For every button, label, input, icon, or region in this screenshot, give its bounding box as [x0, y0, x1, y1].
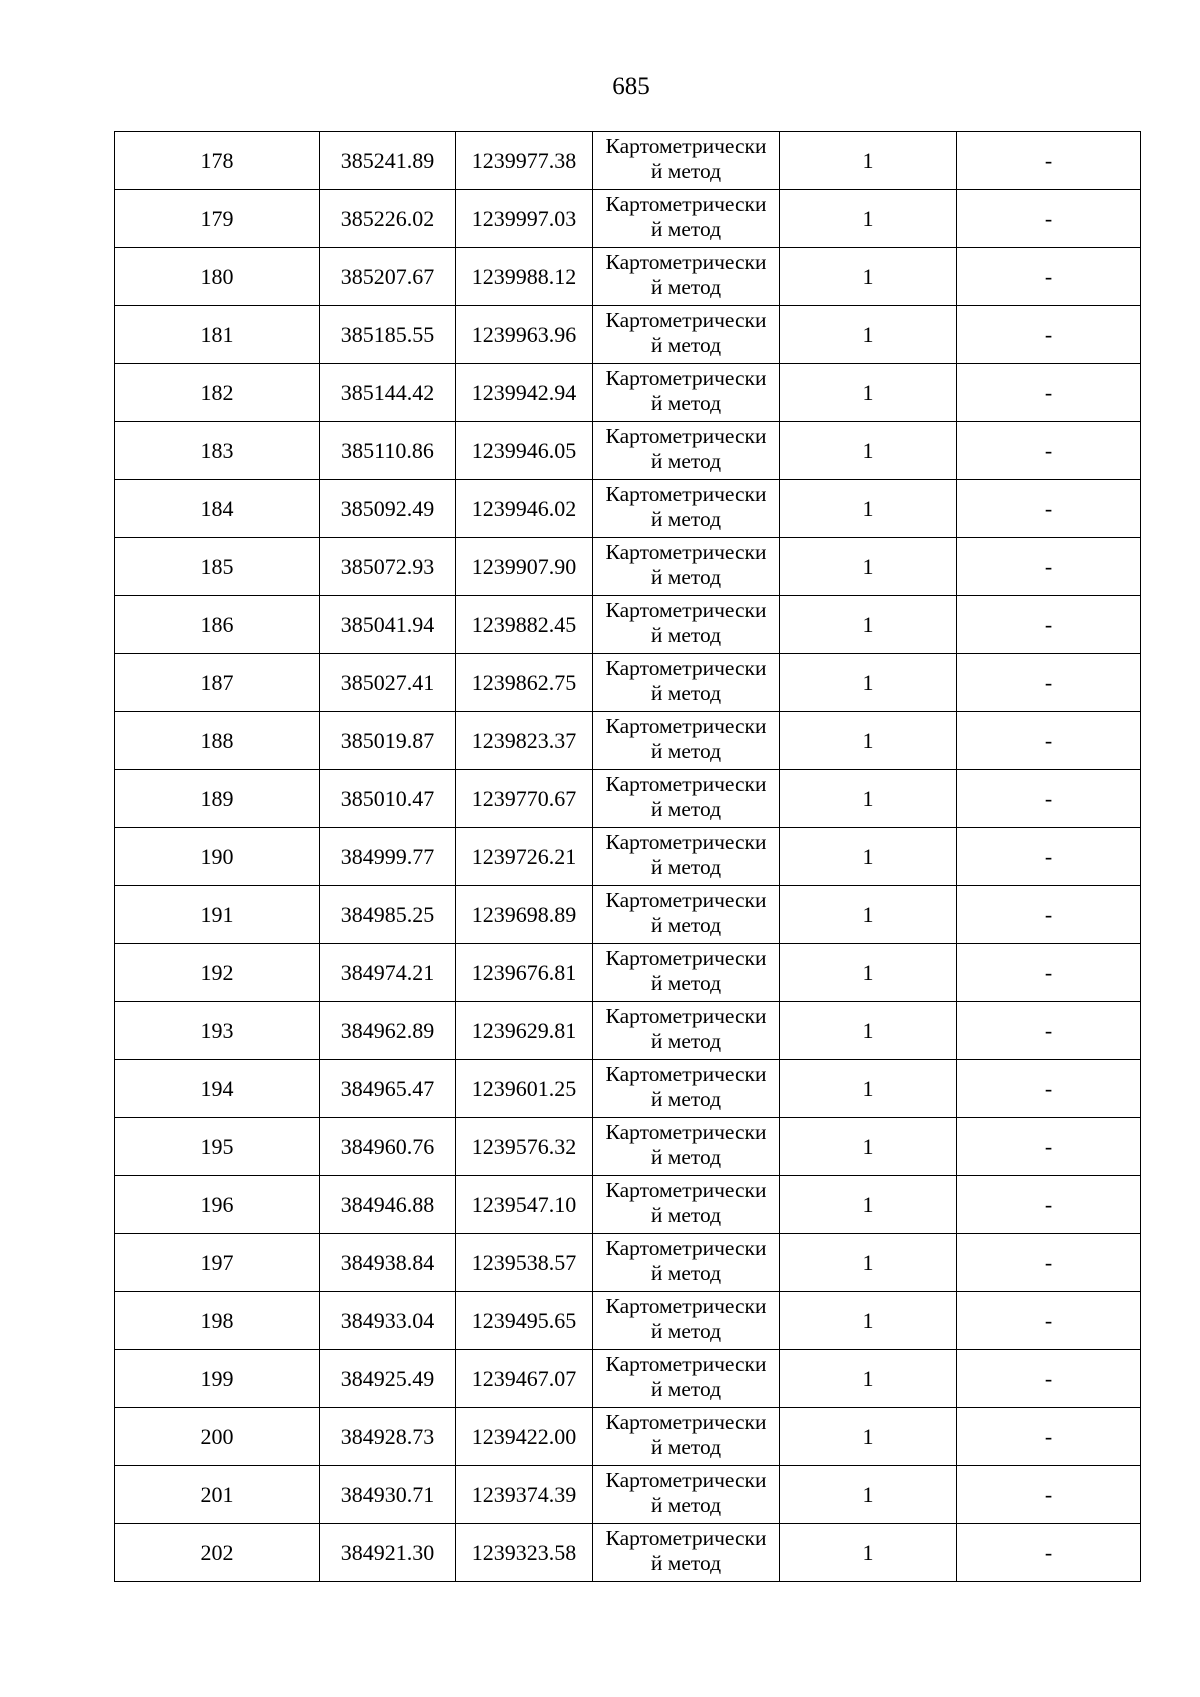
method-line-2: й метод — [650, 217, 722, 241]
point-number-cell: 181 — [115, 306, 320, 364]
point-number-cell: 188 — [115, 712, 320, 770]
method-line-2: й метод — [650, 1145, 722, 1169]
table-row — [115, 1234, 1141, 1292]
method-cell — [593, 1118, 780, 1176]
precision-cell: 1 — [780, 1060, 957, 1118]
note-cell: - — [957, 1176, 1141, 1234]
method-cell — [593, 886, 780, 944]
x-coordinate-cell: 384962.89 — [320, 1002, 456, 1060]
precision-cell: 1 — [780, 1118, 957, 1176]
method-line-1: Картометрически — [605, 714, 767, 738]
table-row — [115, 538, 1141, 596]
precision-cell: 1 — [780, 886, 957, 944]
point-number-cell: 192 — [115, 944, 320, 1002]
table-row — [115, 422, 1141, 480]
method-cell — [593, 944, 780, 1002]
point-number-cell: 198 — [115, 1292, 320, 1350]
x-coordinate-cell: 384925.49 — [320, 1350, 456, 1408]
precision-cell: 1 — [780, 1350, 957, 1408]
table-row — [115, 1118, 1141, 1176]
method-line-1: Картометрически — [605, 134, 767, 158]
note-cell: - — [957, 364, 1141, 422]
method-cell — [593, 1466, 780, 1524]
y-coordinate-cell: 1239862.75 — [456, 654, 593, 712]
table-row — [115, 248, 1141, 306]
point-number-cell: 191 — [115, 886, 320, 944]
method-cell — [593, 190, 780, 248]
point-number-cell: 190 — [115, 828, 320, 886]
method-cell — [593, 1408, 780, 1466]
method-cell — [593, 712, 780, 770]
point-number-cell: 178 — [115, 132, 320, 190]
precision-cell: 1 — [780, 480, 957, 538]
precision-cell: 1 — [780, 306, 957, 364]
y-coordinate-cell: 1239601.25 — [456, 1060, 593, 1118]
table-row — [115, 654, 1141, 712]
y-coordinate-cell: 1239977.38 — [456, 132, 593, 190]
y-coordinate-cell: 1239988.12 — [456, 248, 593, 306]
note-cell: - — [957, 886, 1141, 944]
x-coordinate-cell: 385027.41 — [320, 654, 456, 712]
y-coordinate-cell: 1239963.96 — [456, 306, 593, 364]
precision-cell: 1 — [780, 944, 957, 1002]
precision-cell: 1 — [780, 422, 957, 480]
precision-cell: 1 — [780, 1234, 957, 1292]
y-coordinate-cell: 1239726.21 — [456, 828, 593, 886]
method-line-1: Картометрически — [605, 1410, 767, 1434]
note-cell: - — [957, 654, 1141, 712]
precision-cell: 1 — [780, 538, 957, 596]
y-coordinate-cell: 1239374.39 — [456, 1466, 593, 1524]
method-line-2: й метод — [650, 449, 722, 473]
table-body — [115, 132, 1141, 1582]
method-line-2: й метод — [650, 1435, 722, 1459]
y-coordinate-cell: 1239467.07 — [456, 1350, 593, 1408]
precision-cell: 1 — [780, 1292, 957, 1350]
method-cell — [593, 654, 780, 712]
x-coordinate-cell: 384965.47 — [320, 1060, 456, 1118]
note-cell: - — [957, 1408, 1141, 1466]
y-coordinate-cell: 1239422.00 — [456, 1408, 593, 1466]
method-line-1: Картометрически — [605, 540, 767, 564]
point-number-cell: 196 — [115, 1176, 320, 1234]
method-line-1: Картометрически — [605, 1004, 767, 1028]
point-number-cell: 185 — [115, 538, 320, 596]
method-line-2: й метод — [650, 1319, 722, 1343]
table-row — [115, 596, 1141, 654]
x-coordinate-cell: 384921.30 — [320, 1524, 456, 1582]
table-row — [115, 1408, 1141, 1466]
x-coordinate-cell: 385072.93 — [320, 538, 456, 596]
note-cell: - — [957, 828, 1141, 886]
method-line-2: й метод — [650, 565, 722, 589]
x-coordinate-cell: 384928.73 — [320, 1408, 456, 1466]
method-line-2: й метод — [650, 275, 722, 299]
method-line-2: й метод — [650, 913, 722, 937]
x-coordinate-cell: 384985.25 — [320, 886, 456, 944]
y-coordinate-cell: 1239882.45 — [456, 596, 593, 654]
note-cell: - — [957, 1292, 1141, 1350]
method-cell — [593, 364, 780, 422]
note-cell: - — [957, 306, 1141, 364]
x-coordinate-cell: 385185.55 — [320, 306, 456, 364]
x-coordinate-cell: 385226.02 — [320, 190, 456, 248]
method-line-1: Картометрически — [605, 482, 767, 506]
method-line-2: й метод — [650, 391, 722, 415]
table-row — [115, 190, 1141, 248]
method-line-1: Картометрически — [605, 1062, 767, 1086]
method-cell — [593, 1060, 780, 1118]
method-cell — [593, 596, 780, 654]
precision-cell: 1 — [780, 828, 957, 886]
method-line-1: Картометрически — [605, 308, 767, 332]
x-coordinate-cell: 385144.42 — [320, 364, 456, 422]
precision-cell: 1 — [780, 132, 957, 190]
table-row — [115, 132, 1141, 190]
note-cell: - — [957, 1466, 1141, 1524]
y-coordinate-cell: 1239907.90 — [456, 538, 593, 596]
point-number-cell: 180 — [115, 248, 320, 306]
x-coordinate-cell: 384999.77 — [320, 828, 456, 886]
table-row — [115, 364, 1141, 422]
method-line-1: Картометрически — [605, 1294, 767, 1318]
precision-cell: 1 — [780, 1176, 957, 1234]
precision-cell: 1 — [780, 1002, 957, 1060]
method-line-2: й метод — [650, 623, 722, 647]
y-coordinate-cell: 1239676.81 — [456, 944, 593, 1002]
point-number-cell: 195 — [115, 1118, 320, 1176]
precision-cell: 1 — [780, 1408, 957, 1466]
method-line-2: й метод — [650, 1493, 722, 1517]
y-coordinate-cell: 1239946.05 — [456, 422, 593, 480]
method-line-1: Картометрически — [605, 1468, 767, 1492]
table-row — [115, 1002, 1141, 1060]
y-coordinate-cell: 1239770.67 — [456, 770, 593, 828]
table-row — [115, 770, 1141, 828]
point-number-cell: 184 — [115, 480, 320, 538]
x-coordinate-cell: 385207.67 — [320, 248, 456, 306]
method-line-2: й метод — [650, 797, 722, 821]
y-coordinate-cell: 1239576.32 — [456, 1118, 593, 1176]
method-line-1: Картометрически — [605, 1120, 767, 1144]
method-cell — [593, 1524, 780, 1582]
note-cell: - — [957, 1234, 1141, 1292]
x-coordinate-cell: 385010.47 — [320, 770, 456, 828]
method-cell — [593, 770, 780, 828]
point-number-cell: 201 — [115, 1466, 320, 1524]
method-cell — [593, 538, 780, 596]
point-number-cell: 182 — [115, 364, 320, 422]
note-cell: - — [957, 422, 1141, 480]
precision-cell: 1 — [780, 1524, 957, 1582]
precision-cell: 1 — [780, 712, 957, 770]
method-line-2: й метод — [650, 507, 722, 531]
y-coordinate-cell: 1239629.81 — [456, 1002, 593, 1060]
note-cell: - — [957, 1060, 1141, 1118]
method-line-2: й метод — [650, 159, 722, 183]
y-coordinate-cell: 1239323.58 — [456, 1524, 593, 1582]
table-row — [115, 1292, 1141, 1350]
point-number-cell: 193 — [115, 1002, 320, 1060]
note-cell: - — [957, 596, 1141, 654]
method-line-1: Картометрически — [605, 424, 767, 448]
method-cell — [593, 306, 780, 364]
note-cell: - — [957, 770, 1141, 828]
method-cell — [593, 248, 780, 306]
precision-cell: 1 — [780, 1466, 957, 1524]
table-row — [115, 1176, 1141, 1234]
point-number-cell: 199 — [115, 1350, 320, 1408]
note-cell: - — [957, 132, 1141, 190]
x-coordinate-cell: 385110.86 — [320, 422, 456, 480]
note-cell: - — [957, 538, 1141, 596]
x-coordinate-cell: 384933.04 — [320, 1292, 456, 1350]
note-cell: - — [957, 1002, 1141, 1060]
method-line-2: й метод — [650, 1029, 722, 1053]
method-line-2: й метод — [650, 1377, 722, 1401]
note-cell: - — [957, 1118, 1141, 1176]
precision-cell: 1 — [780, 654, 957, 712]
note-cell: - — [957, 1350, 1141, 1408]
point-number-cell: 186 — [115, 596, 320, 654]
table-row — [115, 1524, 1141, 1582]
note-cell: - — [957, 944, 1141, 1002]
method-cell — [593, 422, 780, 480]
table-row — [115, 1350, 1141, 1408]
method-line-2: й метод — [650, 855, 722, 879]
table-row — [115, 828, 1141, 886]
point-number-cell: 187 — [115, 654, 320, 712]
method-cell — [593, 1292, 780, 1350]
method-line-2: й метод — [650, 1551, 722, 1575]
point-number-cell: 194 — [115, 1060, 320, 1118]
method-line-1: Картометрически — [605, 772, 767, 796]
x-coordinate-cell: 384974.21 — [320, 944, 456, 1002]
y-coordinate-cell: 1239698.89 — [456, 886, 593, 944]
method-line-2: й метод — [650, 1261, 722, 1285]
method-cell — [593, 1002, 780, 1060]
y-coordinate-cell: 1239495.65 — [456, 1292, 593, 1350]
note-cell: - — [957, 480, 1141, 538]
note-cell: - — [957, 712, 1141, 770]
table-row — [115, 712, 1141, 770]
method-line-2: й метод — [650, 333, 722, 357]
method-line-1: Картометрически — [605, 250, 767, 274]
method-line-1: Картометрически — [605, 598, 767, 622]
method-line-1: Картометрически — [605, 1526, 767, 1550]
precision-cell: 1 — [780, 248, 957, 306]
method-cell — [593, 132, 780, 190]
x-coordinate-cell: 385019.87 — [320, 712, 456, 770]
method-line-1: Картометрически — [605, 830, 767, 854]
note-cell: - — [957, 248, 1141, 306]
method-line-2: й метод — [650, 739, 722, 763]
page-number: 685 — [612, 73, 650, 100]
point-number-cell: 202 — [115, 1524, 320, 1582]
y-coordinate-cell: 1239942.94 — [456, 364, 593, 422]
method-line-1: Картометрически — [605, 1178, 767, 1202]
method-line-1: Картометрически — [605, 888, 767, 912]
method-line-2: й метод — [650, 681, 722, 705]
method-line-1: Картометрически — [605, 366, 767, 390]
method-cell — [593, 1350, 780, 1408]
table-row — [115, 480, 1141, 538]
method-cell — [593, 480, 780, 538]
precision-cell: 1 — [780, 364, 957, 422]
method-line-2: й метод — [650, 1087, 722, 1111]
table-row — [115, 1466, 1141, 1524]
x-coordinate-cell: 385041.94 — [320, 596, 456, 654]
method-line-2: й метод — [650, 971, 722, 995]
table-row — [115, 306, 1141, 364]
point-number-cell: 197 — [115, 1234, 320, 1292]
x-coordinate-cell: 385092.49 — [320, 480, 456, 538]
method-line-1: Картометрически — [605, 1236, 767, 1260]
note-cell: - — [957, 1524, 1141, 1582]
point-number-cell: 200 — [115, 1408, 320, 1466]
method-cell — [593, 1234, 780, 1292]
y-coordinate-cell: 1239547.10 — [456, 1176, 593, 1234]
y-coordinate-cell: 1239946.02 — [456, 480, 593, 538]
table-row — [115, 1060, 1141, 1118]
table-row — [115, 886, 1141, 944]
method-cell — [593, 1176, 780, 1234]
point-number-cell: 179 — [115, 190, 320, 248]
method-line-1: Картометрически — [605, 946, 767, 970]
x-coordinate-cell: 384946.88 — [320, 1176, 456, 1234]
method-cell — [593, 828, 780, 886]
x-coordinate-cell: 384960.76 — [320, 1118, 456, 1176]
method-line-1: Картометрически — [605, 192, 767, 216]
method-line-1: Картометрически — [605, 656, 767, 680]
y-coordinate-cell: 1239538.57 — [456, 1234, 593, 1292]
x-coordinate-cell: 385241.89 — [320, 132, 456, 190]
x-coordinate-cell: 384938.84 — [320, 1234, 456, 1292]
coordinates-table — [114, 131, 1141, 1582]
x-coordinate-cell: 384930.71 — [320, 1466, 456, 1524]
method-line-1: Картометрически — [605, 1352, 767, 1376]
point-number-cell: 183 — [115, 422, 320, 480]
method-line-2: й метод — [650, 1203, 722, 1227]
precision-cell: 1 — [780, 596, 957, 654]
precision-cell: 1 — [780, 190, 957, 248]
point-number-cell: 189 — [115, 770, 320, 828]
note-cell: - — [957, 190, 1141, 248]
y-coordinate-cell: 1239823.37 — [456, 712, 593, 770]
y-coordinate-cell: 1239997.03 — [456, 190, 593, 248]
precision-cell: 1 — [780, 770, 957, 828]
table-row — [115, 944, 1141, 1002]
